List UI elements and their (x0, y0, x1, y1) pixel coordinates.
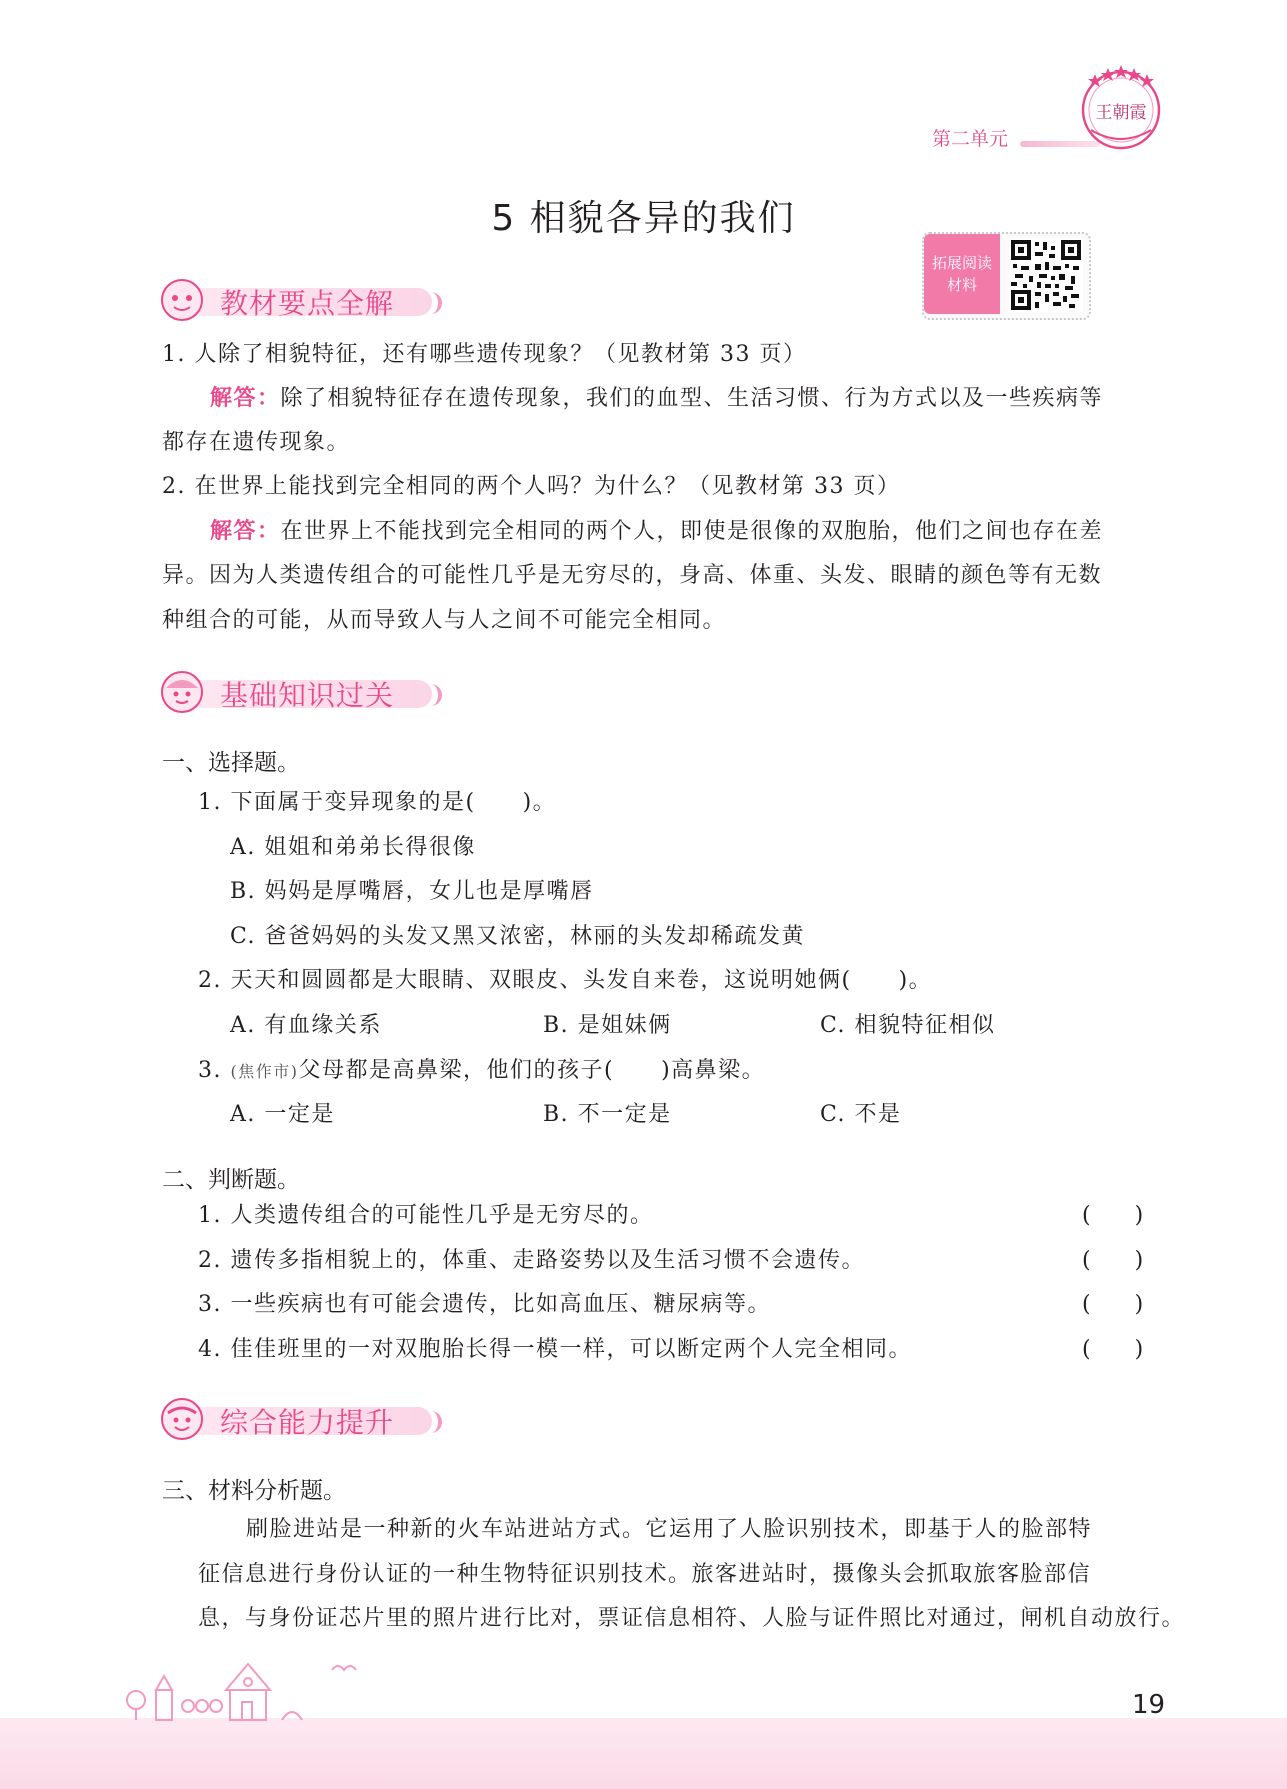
judge-2-answer-blank[interactable]: ( ) (1082, 1248, 1144, 1273)
page-title: 5 相貌各异的我们 (491, 198, 796, 239)
section-header-key-points (160, 278, 440, 322)
answer-label: 解答： (210, 519, 281, 544)
answer-2-line-1: 解答：在世界上不能找到完全相同的两个人，即使是很像的双胞胎，他们之间也存在差 (210, 519, 1104, 544)
section-title: 基础知识过关 (220, 679, 395, 712)
material-line-2: 征信息进行身份认证的一种生物特征识别技术。旅客进站时，摄像头会抓取旅客脸部信 (198, 1562, 1092, 1587)
footer-band (0, 1718, 1287, 1789)
answer-label: 解答： (210, 386, 281, 411)
part-heading-judgement: 二、判断题。 (162, 1167, 300, 1193)
cartoon-girl-icon (160, 670, 204, 714)
cartoon-boy-icon (160, 1397, 204, 1441)
choice-2-option-c[interactable]: C. 相貌特征相似 (820, 1013, 996, 1038)
choice-2-option-b[interactable]: B. 是姐妹俩 (543, 1013, 672, 1038)
part-heading-analysis: 三、材料分析题。 (162, 1478, 346, 1504)
part-heading-choice: 一、选择题。 (162, 750, 300, 776)
answer-1-line-1: 解答：除了相貌特征存在遗传现象，我们的血型、生活习惯、行为方式以及一些疾病等 (210, 386, 1104, 411)
choice-1-option-b[interactable]: B. 妈妈是厚嘴唇，女儿也是厚嘴唇 (230, 879, 594, 904)
choice-1-option-c[interactable]: C. 爸爸妈妈的头发又黑又浓密，林丽的头发却稀疏发黄 (230, 924, 806, 949)
qr-label: 拓展阅读 材料 (924, 234, 1000, 314)
qr-code-icon[interactable] (1009, 238, 1083, 312)
answer-2-line-3: 种组合的可能，从而导致人与人之间不可能完全相同。 (162, 608, 727, 633)
section-title: 综合能力提升 (220, 1406, 395, 1439)
section-title: 教材要点全解 (220, 287, 395, 320)
judge-3-answer-blank[interactable]: ( ) (1082, 1292, 1144, 1317)
choice-1-option-a[interactable]: A. 姐姐和弟弟长得很像 (230, 835, 476, 860)
answer-2-line-2: 异。因为人类遗传组合的可能性几乎是无穷尽的，身高、体重、头发、眼睛的颜色等有无数 (162, 563, 1103, 588)
question-1: 1. 人除了相貌特征，还有哪些遗传现象？（见教材第 33 页） (162, 342, 807, 367)
judge-4-answer-blank[interactable]: ( ) (1082, 1337, 1144, 1362)
answer-1-line-2: 都存在遗传现象。 (162, 430, 351, 455)
judge-1-answer-blank[interactable]: ( ) (1082, 1203, 1144, 1228)
page-number: 19 (1132, 1690, 1166, 1720)
choice-3-option-a[interactable]: A. 一定是 (230, 1102, 335, 1127)
choice-3-option-b[interactable]: B. 不一定是 (543, 1102, 672, 1127)
choice-2-stem: 2. 天天和圆圆都是大眼睛、双眼皮、头发自来卷，这说明她俩( )。 (198, 968, 933, 993)
section-header-basic-knowledge (160, 670, 440, 714)
question-2: 2. 在世界上能找到完全相同的两个人吗？为什么？（见教材第 33 页） (162, 474, 901, 499)
material-line-1: 刷脸进站是一种新的火车站进站方式。它运用了人脸识别技术，即基于人的脸部特 (246, 1517, 1093, 1542)
seal-text: 王朝霞 (1095, 103, 1147, 123)
choice-3-option-c[interactable]: C. 不是 (820, 1102, 902, 1127)
cartoon-head-icon (160, 278, 204, 322)
brand-seal-logo (1075, 60, 1167, 152)
choice-1-stem: 1. 下面属于变异现象的是( )。 (198, 790, 557, 815)
judge-2: 2. 遗传多指相貌上的，体重、走路姿势以及生活习惯不会遗传。 (198, 1248, 865, 1273)
town-illustration-icon (122, 1650, 422, 1722)
judge-4: 4. 佳佳班里的一对双胞胎长得一模一样，可以断定两个人完全相同。 (198, 1337, 912, 1362)
section-header-ability (160, 1397, 440, 1441)
source-tag: (焦作市) (230, 1062, 299, 1081)
choice-2-option-a[interactable]: A. 有血缘关系 (230, 1013, 382, 1038)
judge-3: 3. 一些疾病也有可能会遗传，比如高血压、糖尿病等。 (198, 1292, 771, 1317)
unit-label: 第二单元 (932, 128, 1009, 150)
judge-1: 1. 人类遗传组合的可能性几乎是无穷尽的。 (198, 1203, 654, 1228)
choice-3-stem: 3. (焦作市)父母都是高鼻梁，他们的孩子( )高鼻梁。 (198, 1058, 766, 1083)
material-line-3: 息，与身份证芯片里的照片进行比对，票证信息相符、人脸与证件照比对通过，闸机自动放行。 (198, 1606, 1186, 1631)
